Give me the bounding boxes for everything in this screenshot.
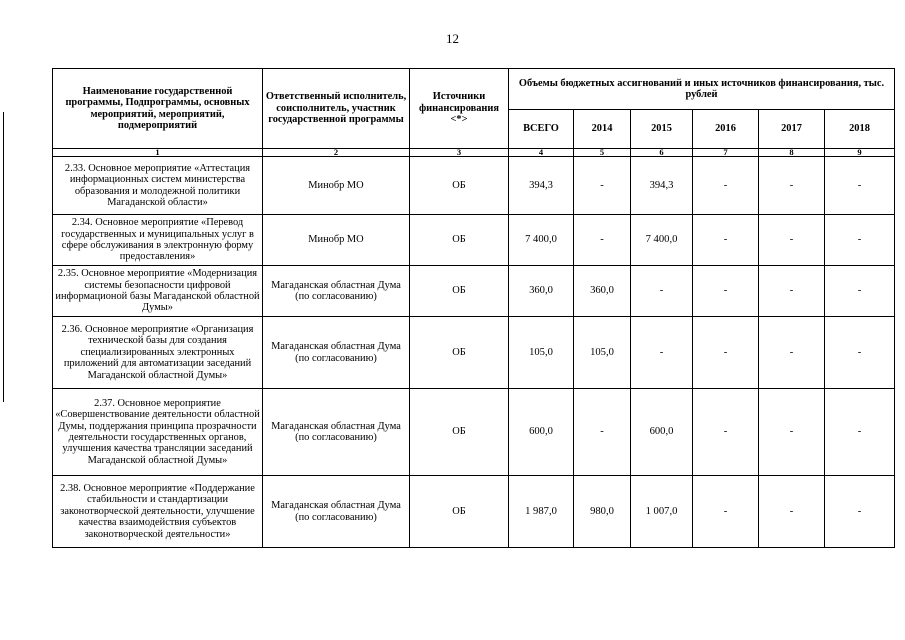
budget-table	[52, 68, 895, 548]
column-number: 1	[53, 149, 263, 157]
row-name: 2.34. Основное мероприятие «Перевод государственных и муниципальных услуг в сфере обслуживания в электронную форму предоставления»	[53, 215, 263, 266]
table-row	[53, 389, 895, 476]
column-number: 5	[574, 149, 631, 157]
table-row	[53, 476, 895, 548]
column-number: 3	[410, 149, 509, 157]
row-name: 2.37. Основное мероприятие «Совершенствование деятельности областной Думы, поддержания принципа прозрачности деятельности государственных органов, улучшения качества трансляции заседаний Магаданской областной Думы»	[53, 389, 263, 476]
row-executor: Минобр МО	[263, 157, 410, 215]
row-source: ОБ	[410, 215, 509, 266]
row-name: 2.38. Основное мероприятие «Поддержание стабильности и стандартизации законотворческой деятельности, улучшение качества взаимодействия субъектов законотворческой деятельности»	[53, 476, 263, 548]
header-executor: Ответственный исполнитель, соисполнитель, участник государственной программы	[263, 69, 410, 149]
row-executor: Магаданская областная Дума (по согласованию)	[263, 389, 410, 476]
table-row	[53, 157, 895, 215]
row-total: 7 400,0	[509, 215, 574, 266]
column-number: 9	[825, 149, 895, 157]
row-executor: Магаданская областная Дума (по согласованию)	[263, 317, 410, 389]
row-2014: 360,0	[574, 266, 631, 317]
row-2015: 600,0	[631, 389, 693, 476]
row-source: ОБ	[410, 266, 509, 317]
column-number: 7	[693, 149, 759, 157]
table-row	[53, 215, 895, 266]
row-name: 2.36. Основное мероприятие «Организация технической базы для создания специализированных электронных приложений для автоматизации заседаний Магаданской областной Думы»	[53, 317, 263, 389]
row-executor: Минобр МО	[263, 215, 410, 266]
row-2014: 980,0	[574, 476, 631, 548]
row-total: 360,0	[509, 266, 574, 317]
column-number: 2	[263, 149, 410, 157]
header-year-2014: 2014	[574, 110, 631, 149]
table-row	[53, 266, 895, 317]
table-row	[53, 317, 895, 389]
row-2018: -	[825, 317, 895, 389]
row-2018: -	[825, 157, 895, 215]
scan-edge-line	[3, 112, 4, 402]
row-executor: Магаданская областная Дума (по согласованию)	[263, 476, 410, 548]
row-2017: -	[759, 317, 825, 389]
header-source: Источники финансирования <*>	[410, 69, 509, 149]
row-total: 1 987,0	[509, 476, 574, 548]
header-year-total: ВСЕГО	[509, 110, 574, 149]
row-2014: -	[574, 389, 631, 476]
row-source: ОБ	[410, 476, 509, 548]
row-2016: -	[693, 389, 759, 476]
row-source: ОБ	[410, 317, 509, 389]
header-year-2017: 2017	[759, 110, 825, 149]
header-name: Наименование государственной программы, Подпрограммы, основных мероприятий, мероприятий, подмероприятий	[53, 69, 263, 149]
header-year-2018: 2018	[825, 110, 895, 149]
column-number: 4	[509, 149, 574, 157]
row-2015: 394,3	[631, 157, 693, 215]
row-source: ОБ	[410, 389, 509, 476]
header-year-2016: 2016	[693, 110, 759, 149]
row-2018: -	[825, 215, 895, 266]
row-2014: -	[574, 215, 631, 266]
row-2014: 105,0	[574, 317, 631, 389]
column-number: 6	[631, 149, 693, 157]
page-number: 12	[446, 31, 459, 46]
row-total: 105,0	[509, 317, 574, 389]
row-2017: -	[759, 389, 825, 476]
row-2018: -	[825, 266, 895, 317]
row-2017: -	[759, 266, 825, 317]
row-2017: -	[759, 476, 825, 548]
row-2017: -	[759, 157, 825, 215]
row-total: 600,0	[509, 389, 574, 476]
row-source: ОБ	[410, 157, 509, 215]
header-year-2015: 2015	[631, 110, 693, 149]
row-2018: -	[825, 389, 895, 476]
row-name: 2.33. Основное мероприятие «Аттестация информационных систем министерства образования и молодежной политики Магаданской области»	[53, 157, 263, 215]
column-number-row	[53, 149, 895, 157]
row-2016: -	[693, 157, 759, 215]
column-number: 8	[759, 149, 825, 157]
row-2014: -	[574, 157, 631, 215]
row-name: 2.35. Основное мероприятие «Модернизация системы безопасности цифровой информационой базы Магаданской областной Думы»	[53, 266, 263, 317]
row-2016: -	[693, 215, 759, 266]
row-2016: -	[693, 476, 759, 548]
row-2018: -	[825, 476, 895, 548]
row-total: 394,3	[509, 157, 574, 215]
row-2015: -	[631, 266, 693, 317]
row-2017: -	[759, 215, 825, 266]
row-2016: -	[693, 317, 759, 389]
row-2015: 7 400,0	[631, 215, 693, 266]
row-executor: Магаданская областная Дума (по согласованию)	[263, 266, 410, 317]
header-volumes: Объемы бюджетных ассигнований и иных источников финансирования, тыс. рублей	[509, 69, 895, 110]
row-2016: -	[693, 266, 759, 317]
row-2015: 1 007,0	[631, 476, 693, 548]
row-2015: -	[631, 317, 693, 389]
